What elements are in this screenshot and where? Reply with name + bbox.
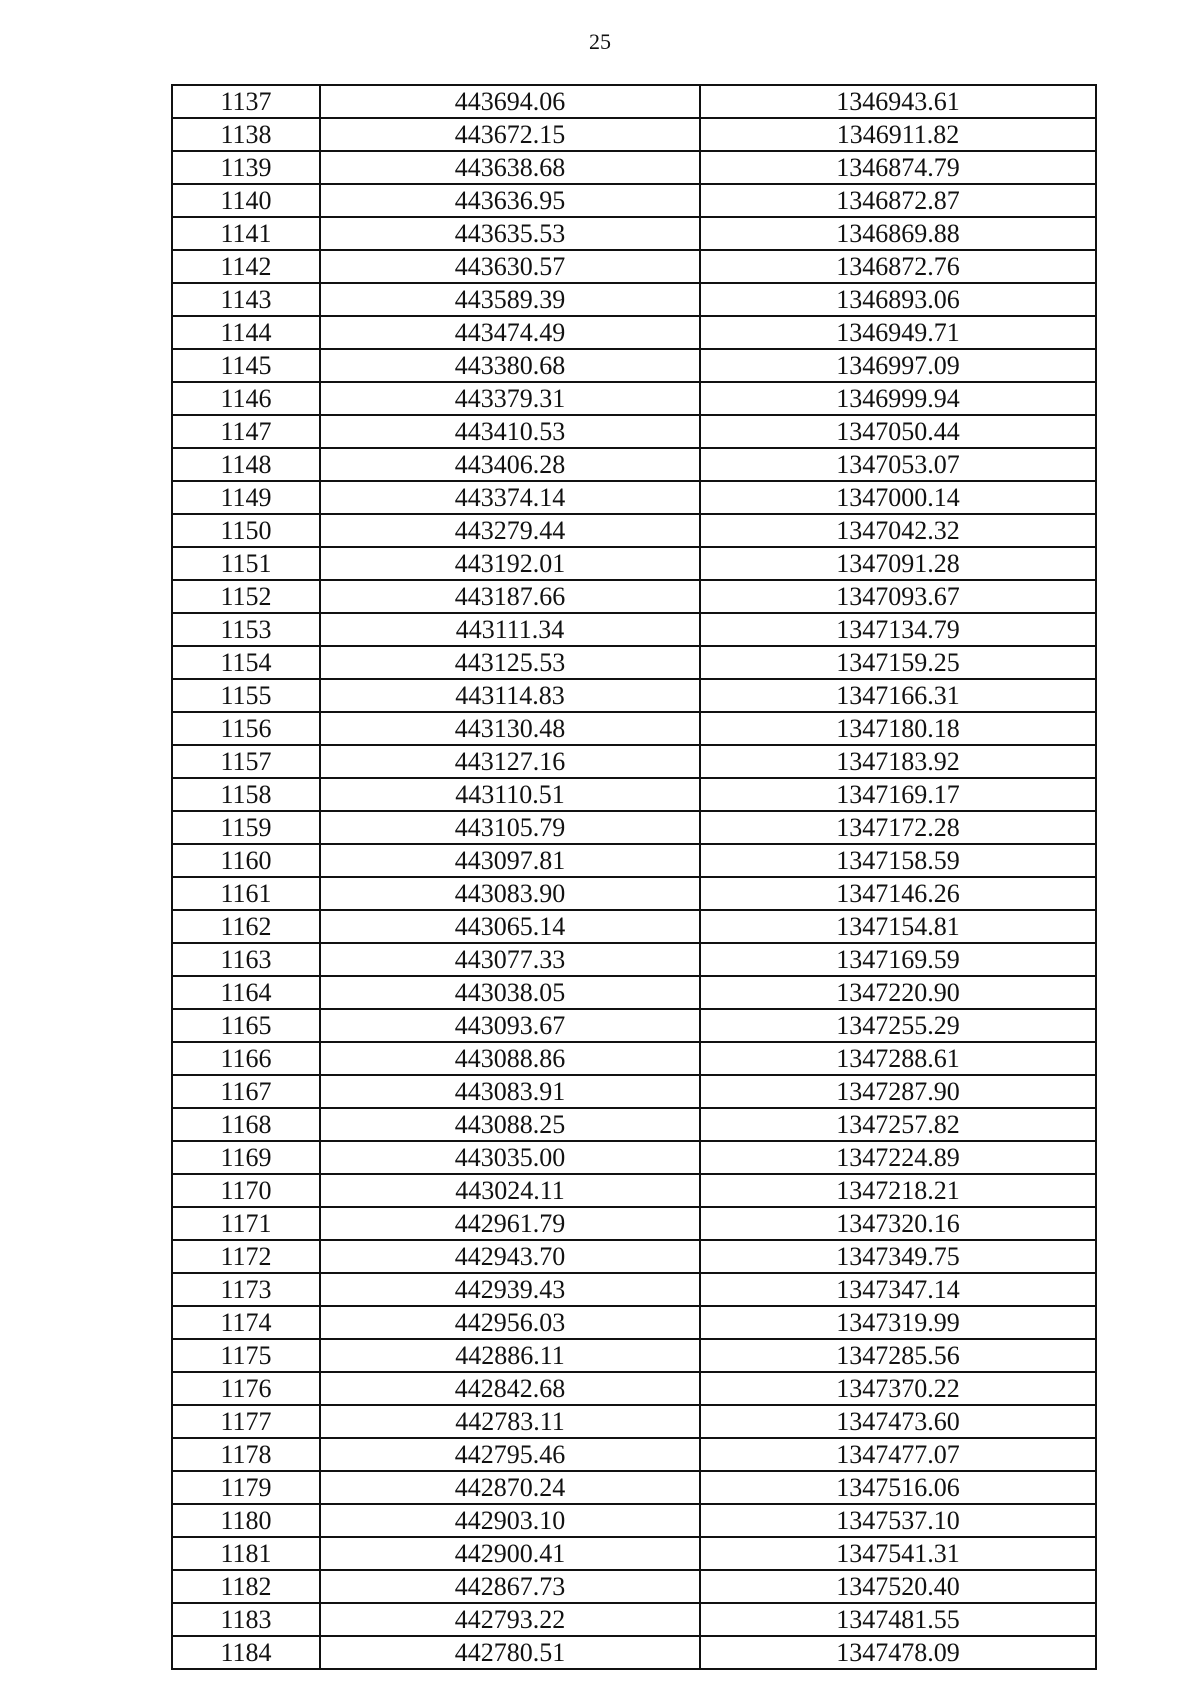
x-coordinate-cell: 442956.03 bbox=[320, 1306, 700, 1339]
x-coordinate-cell: 442943.70 bbox=[320, 1240, 700, 1273]
table-row bbox=[172, 1603, 1096, 1636]
point-number-cell: 1176 bbox=[172, 1372, 320, 1405]
point-number-cell: 1167 bbox=[172, 1075, 320, 1108]
point-number-cell: 1163 bbox=[172, 943, 320, 976]
point-number-cell: 1145 bbox=[172, 349, 320, 382]
y-coordinate-cell: 1347370.22 bbox=[700, 1372, 1096, 1405]
point-number-cell: 1142 bbox=[172, 250, 320, 283]
table-row bbox=[172, 1141, 1096, 1174]
x-coordinate-cell: 443093.67 bbox=[320, 1009, 700, 1042]
point-number-cell: 1149 bbox=[172, 481, 320, 514]
x-coordinate-cell: 443380.68 bbox=[320, 349, 700, 382]
point-number-cell: 1147 bbox=[172, 415, 320, 448]
x-coordinate-cell: 442870.24 bbox=[320, 1471, 700, 1504]
x-coordinate-cell: 443474.49 bbox=[320, 316, 700, 349]
y-coordinate-cell: 1347146.26 bbox=[700, 877, 1096, 910]
x-coordinate-cell: 443077.33 bbox=[320, 943, 700, 976]
y-coordinate-cell: 1347091.28 bbox=[700, 547, 1096, 580]
y-coordinate-cell: 1347159.25 bbox=[700, 646, 1096, 679]
y-coordinate-cell: 1347224.89 bbox=[700, 1141, 1096, 1174]
table-row bbox=[172, 976, 1096, 1009]
point-number-cell: 1165 bbox=[172, 1009, 320, 1042]
point-number-cell: 1179 bbox=[172, 1471, 320, 1504]
x-coordinate-cell: 443694.06 bbox=[320, 85, 700, 118]
point-number-cell: 1173 bbox=[172, 1273, 320, 1306]
x-coordinate-cell: 443379.31 bbox=[320, 382, 700, 415]
point-number-cell: 1170 bbox=[172, 1174, 320, 1207]
point-number-cell: 1140 bbox=[172, 184, 320, 217]
table-row bbox=[172, 1240, 1096, 1273]
y-coordinate-cell: 1347288.61 bbox=[700, 1042, 1096, 1075]
table-row bbox=[172, 1405, 1096, 1438]
y-coordinate-cell: 1347050.44 bbox=[700, 415, 1096, 448]
y-coordinate-cell: 1347154.81 bbox=[700, 910, 1096, 943]
table-row bbox=[172, 481, 1096, 514]
table-row bbox=[172, 1372, 1096, 1405]
point-number-cell: 1164 bbox=[172, 976, 320, 1009]
y-coordinate-cell: 1347220.90 bbox=[700, 976, 1096, 1009]
point-number-cell: 1183 bbox=[172, 1603, 320, 1636]
table-row bbox=[172, 1504, 1096, 1537]
y-coordinate-cell: 1347255.29 bbox=[700, 1009, 1096, 1042]
table-row bbox=[172, 316, 1096, 349]
x-coordinate-cell: 443038.05 bbox=[320, 976, 700, 1009]
coordinates-table-body bbox=[172, 85, 1096, 1669]
x-coordinate-cell: 443630.57 bbox=[320, 250, 700, 283]
x-coordinate-cell: 443114.83 bbox=[320, 679, 700, 712]
x-coordinate-cell: 443097.81 bbox=[320, 844, 700, 877]
x-coordinate-cell: 443638.68 bbox=[320, 151, 700, 184]
point-number-cell: 1150 bbox=[172, 514, 320, 547]
table-row bbox=[172, 1042, 1096, 1075]
point-number-cell: 1169 bbox=[172, 1141, 320, 1174]
x-coordinate-cell: 443105.79 bbox=[320, 811, 700, 844]
y-coordinate-cell: 1347042.32 bbox=[700, 514, 1096, 547]
x-coordinate-cell: 443110.51 bbox=[320, 778, 700, 811]
table-row bbox=[172, 1273, 1096, 1306]
y-coordinate-cell: 1346943.61 bbox=[700, 85, 1096, 118]
y-coordinate-cell: 1346949.71 bbox=[700, 316, 1096, 349]
point-number-cell: 1180 bbox=[172, 1504, 320, 1537]
table-row bbox=[172, 1075, 1096, 1108]
table-row bbox=[172, 1174, 1096, 1207]
table-row bbox=[172, 679, 1096, 712]
table-row bbox=[172, 1570, 1096, 1603]
table-row bbox=[172, 1108, 1096, 1141]
y-coordinate-cell: 1347537.10 bbox=[700, 1504, 1096, 1537]
x-coordinate-cell: 443088.86 bbox=[320, 1042, 700, 1075]
y-coordinate-cell: 1347349.75 bbox=[700, 1240, 1096, 1273]
table-row bbox=[172, 1438, 1096, 1471]
x-coordinate-cell: 443672.15 bbox=[320, 118, 700, 151]
point-number-cell: 1177 bbox=[172, 1405, 320, 1438]
x-coordinate-cell: 442886.11 bbox=[320, 1339, 700, 1372]
page-number: 25 bbox=[589, 29, 611, 54]
x-coordinate-cell: 442795.46 bbox=[320, 1438, 700, 1471]
table-row bbox=[172, 184, 1096, 217]
y-coordinate-cell: 1347134.79 bbox=[700, 613, 1096, 646]
point-number-cell: 1151 bbox=[172, 547, 320, 580]
x-coordinate-cell: 442903.10 bbox=[320, 1504, 700, 1537]
y-coordinate-cell: 1347093.67 bbox=[700, 580, 1096, 613]
point-number-cell: 1174 bbox=[172, 1306, 320, 1339]
y-coordinate-cell: 1346911.82 bbox=[700, 118, 1096, 151]
x-coordinate-cell: 443111.34 bbox=[320, 613, 700, 646]
table-row bbox=[172, 844, 1096, 877]
point-number-cell: 1158 bbox=[172, 778, 320, 811]
y-coordinate-cell: 1346872.76 bbox=[700, 250, 1096, 283]
x-coordinate-cell: 443589.39 bbox=[320, 283, 700, 316]
table-row bbox=[172, 217, 1096, 250]
point-number-cell: 1168 bbox=[172, 1108, 320, 1141]
x-coordinate-cell: 442842.68 bbox=[320, 1372, 700, 1405]
x-coordinate-cell: 443083.90 bbox=[320, 877, 700, 910]
table-row bbox=[172, 415, 1096, 448]
y-coordinate-cell: 1347516.06 bbox=[700, 1471, 1096, 1504]
x-coordinate-cell: 443406.28 bbox=[320, 448, 700, 481]
point-number-cell: 1152 bbox=[172, 580, 320, 613]
table-row bbox=[172, 745, 1096, 778]
x-coordinate-cell: 443125.53 bbox=[320, 646, 700, 679]
table-row bbox=[172, 1207, 1096, 1240]
table-row bbox=[172, 85, 1096, 118]
table-row bbox=[172, 1339, 1096, 1372]
table-row bbox=[172, 1636, 1096, 1669]
point-number-cell: 1148 bbox=[172, 448, 320, 481]
x-coordinate-cell: 443187.66 bbox=[320, 580, 700, 613]
table-row bbox=[172, 448, 1096, 481]
point-number-cell: 1139 bbox=[172, 151, 320, 184]
table-row bbox=[172, 1306, 1096, 1339]
x-coordinate-cell: 442793.22 bbox=[320, 1603, 700, 1636]
point-number-cell: 1166 bbox=[172, 1042, 320, 1075]
table-row bbox=[172, 349, 1096, 382]
x-coordinate-cell: 443130.48 bbox=[320, 712, 700, 745]
x-coordinate-cell: 442939.43 bbox=[320, 1273, 700, 1306]
x-coordinate-cell: 443410.53 bbox=[320, 415, 700, 448]
x-coordinate-cell: 443636.95 bbox=[320, 184, 700, 217]
y-coordinate-cell: 1346872.87 bbox=[700, 184, 1096, 217]
y-coordinate-cell: 1347053.07 bbox=[700, 448, 1096, 481]
y-coordinate-cell: 1347180.18 bbox=[700, 712, 1096, 745]
x-coordinate-cell: 443192.01 bbox=[320, 547, 700, 580]
table-row bbox=[172, 382, 1096, 415]
point-number-cell: 1184 bbox=[172, 1636, 320, 1669]
x-coordinate-cell: 442900.41 bbox=[320, 1537, 700, 1570]
x-coordinate-cell: 443088.25 bbox=[320, 1108, 700, 1141]
y-coordinate-cell: 1347166.31 bbox=[700, 679, 1096, 712]
point-number-cell: 1161 bbox=[172, 877, 320, 910]
y-coordinate-cell: 1347520.40 bbox=[700, 1570, 1096, 1603]
point-number-cell: 1162 bbox=[172, 910, 320, 943]
point-number-cell: 1155 bbox=[172, 679, 320, 712]
table-row bbox=[172, 547, 1096, 580]
y-coordinate-cell: 1346893.06 bbox=[700, 283, 1096, 316]
point-number-cell: 1181 bbox=[172, 1537, 320, 1570]
point-number-cell: 1178 bbox=[172, 1438, 320, 1471]
table-row bbox=[172, 712, 1096, 745]
y-coordinate-cell: 1347541.31 bbox=[700, 1537, 1096, 1570]
point-number-cell: 1171 bbox=[172, 1207, 320, 1240]
point-number-cell: 1143 bbox=[172, 283, 320, 316]
table-row bbox=[172, 877, 1096, 910]
y-coordinate-cell: 1347319.99 bbox=[700, 1306, 1096, 1339]
x-coordinate-cell: 442867.73 bbox=[320, 1570, 700, 1603]
y-coordinate-cell: 1346869.88 bbox=[700, 217, 1096, 250]
y-coordinate-cell: 1347169.17 bbox=[700, 778, 1096, 811]
x-coordinate-cell: 442780.51 bbox=[320, 1636, 700, 1669]
y-coordinate-cell: 1347287.90 bbox=[700, 1075, 1096, 1108]
y-coordinate-cell: 1347320.16 bbox=[700, 1207, 1096, 1240]
x-coordinate-cell: 443065.14 bbox=[320, 910, 700, 943]
y-coordinate-cell: 1347169.59 bbox=[700, 943, 1096, 976]
y-coordinate-cell: 1347481.55 bbox=[700, 1603, 1096, 1636]
y-coordinate-cell: 1347285.56 bbox=[700, 1339, 1096, 1372]
point-number-cell: 1144 bbox=[172, 316, 320, 349]
table-row bbox=[172, 250, 1096, 283]
point-number-cell: 1138 bbox=[172, 118, 320, 151]
x-coordinate-cell: 443127.16 bbox=[320, 745, 700, 778]
y-coordinate-cell: 1347477.07 bbox=[700, 1438, 1096, 1471]
x-coordinate-cell: 443083.91 bbox=[320, 1075, 700, 1108]
x-coordinate-cell: 443035.00 bbox=[320, 1141, 700, 1174]
table-row bbox=[172, 1009, 1096, 1042]
table-row bbox=[172, 1537, 1096, 1570]
point-number-cell: 1160 bbox=[172, 844, 320, 877]
table-row bbox=[172, 514, 1096, 547]
table-row bbox=[172, 613, 1096, 646]
x-coordinate-cell: 442961.79 bbox=[320, 1207, 700, 1240]
point-number-cell: 1154 bbox=[172, 646, 320, 679]
table-row bbox=[172, 118, 1096, 151]
table-row bbox=[172, 811, 1096, 844]
coordinates-table bbox=[171, 84, 1097, 1670]
x-coordinate-cell: 443279.44 bbox=[320, 514, 700, 547]
point-number-cell: 1137 bbox=[172, 85, 320, 118]
y-coordinate-cell: 1347257.82 bbox=[700, 1108, 1096, 1141]
point-number-cell: 1182 bbox=[172, 1570, 320, 1603]
point-number-cell: 1153 bbox=[172, 613, 320, 646]
table-row bbox=[172, 580, 1096, 613]
x-coordinate-cell: 443024.11 bbox=[320, 1174, 700, 1207]
point-number-cell: 1172 bbox=[172, 1240, 320, 1273]
y-coordinate-cell: 1347478.09 bbox=[700, 1636, 1096, 1669]
table-row bbox=[172, 910, 1096, 943]
y-coordinate-cell: 1346999.94 bbox=[700, 382, 1096, 415]
point-number-cell: 1141 bbox=[172, 217, 320, 250]
table-row bbox=[172, 943, 1096, 976]
x-coordinate-cell: 443635.53 bbox=[320, 217, 700, 250]
table-row bbox=[172, 1471, 1096, 1504]
y-coordinate-cell: 1347172.28 bbox=[700, 811, 1096, 844]
x-coordinate-cell: 442783.11 bbox=[320, 1405, 700, 1438]
y-coordinate-cell: 1346997.09 bbox=[700, 349, 1096, 382]
point-number-cell: 1146 bbox=[172, 382, 320, 415]
table-row bbox=[172, 778, 1096, 811]
point-number-cell: 1159 bbox=[172, 811, 320, 844]
x-coordinate-cell: 443374.14 bbox=[320, 481, 700, 514]
y-coordinate-cell: 1347347.14 bbox=[700, 1273, 1096, 1306]
table-row bbox=[172, 646, 1096, 679]
y-coordinate-cell: 1347218.21 bbox=[700, 1174, 1096, 1207]
y-coordinate-cell: 1346874.79 bbox=[700, 151, 1096, 184]
point-number-cell: 1157 bbox=[172, 745, 320, 778]
point-number-cell: 1156 bbox=[172, 712, 320, 745]
y-coordinate-cell: 1347183.92 bbox=[700, 745, 1096, 778]
y-coordinate-cell: 1347473.60 bbox=[700, 1405, 1096, 1438]
y-coordinate-cell: 1347158.59 bbox=[700, 844, 1096, 877]
table-row bbox=[172, 283, 1096, 316]
point-number-cell: 1175 bbox=[172, 1339, 320, 1372]
table-row bbox=[172, 151, 1096, 184]
y-coordinate-cell: 1347000.14 bbox=[700, 481, 1096, 514]
